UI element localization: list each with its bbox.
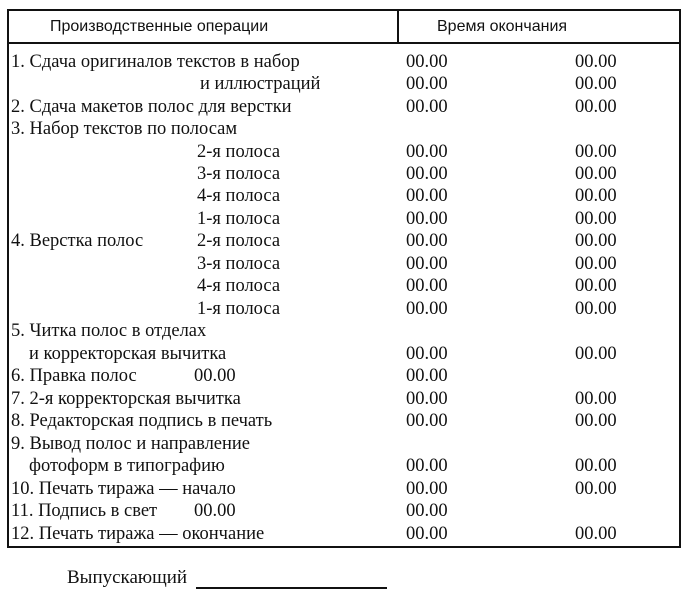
- operation-sub-label: 3-я полоса: [197, 254, 281, 274]
- table-header: [9, 11, 679, 44]
- operation-label: 5. Читка полос в отделах: [11, 321, 207, 341]
- operation-sub-label: 1-я полоса: [197, 299, 281, 319]
- table-row: [9, 455, 679, 477]
- operation-label: 4. Верстка полос: [11, 231, 144, 251]
- time-value: 00.00: [575, 276, 617, 296]
- operation-continuation: и корректорская вычитка: [29, 344, 227, 364]
- table-row: [9, 523, 679, 545]
- time-value: 00.00: [575, 209, 617, 229]
- operation-label: 10. Печать тиража — начало: [11, 479, 236, 499]
- time-value: 00.00: [406, 97, 448, 117]
- time-value: 00.00: [406, 231, 448, 251]
- operation-sub-label: 2-я полоса: [197, 142, 281, 162]
- operation-label: 9. Вывод полос и направление: [11, 434, 251, 454]
- operation-label: 6. Правка полос: [11, 366, 137, 386]
- time-value: 00.00: [406, 501, 448, 521]
- table-row: [9, 478, 679, 500]
- table-row: [9, 141, 679, 163]
- time-value: 00.00: [406, 389, 448, 409]
- time-value: 00.00: [406, 254, 448, 274]
- time-value: 00.00: [406, 276, 448, 296]
- table-row: [9, 500, 679, 522]
- operation-sub-label: 3-я полоса: [197, 164, 281, 184]
- time-value: 00.00: [575, 142, 617, 162]
- time-value: 00.00: [406, 52, 448, 72]
- table-row: [9, 96, 679, 118]
- operation-sub-label: 2-я полоса: [197, 231, 281, 251]
- inline-time-value: 00.00: [194, 366, 236, 386]
- table-row: [9, 275, 679, 297]
- operation-sub-label: 1-я полоса: [197, 209, 281, 229]
- operation-sub-label: и иллюстраций: [200, 74, 321, 94]
- time-value: 00.00: [575, 164, 617, 184]
- time-value: 00.00: [575, 254, 617, 274]
- time-value: 00.00: [406, 411, 448, 431]
- time-value: 00.00: [406, 299, 448, 319]
- operation-label: 2. Сдача макетов полос для верстки: [11, 97, 292, 117]
- inline-time-value: 00.00: [194, 501, 236, 521]
- table-row: [9, 185, 679, 207]
- time-value: 00.00: [575, 344, 617, 364]
- schedule-table: [7, 9, 681, 548]
- operation-label: 7. 2-я корректорская вычитка: [11, 389, 241, 409]
- time-value: 00.00: [575, 74, 617, 94]
- time-value: 00.00: [406, 524, 448, 544]
- time-value: 00.00: [575, 389, 617, 409]
- operation-label: 8. Редакторская подпись в печать: [11, 411, 273, 431]
- operation-sub-label: 4-я полоса: [197, 186, 281, 206]
- table-row: [9, 230, 679, 252]
- time-value: 00.00: [406, 479, 448, 499]
- time-value: 00.00: [575, 97, 617, 117]
- table-row: [9, 163, 679, 185]
- time-value: 00.00: [575, 411, 617, 431]
- table-row: [9, 320, 679, 342]
- time-value: 00.00: [575, 299, 617, 319]
- footer-signature: [67, 567, 387, 589]
- time-value: 00.00: [406, 164, 448, 184]
- table-row: [9, 343, 679, 365]
- table-row: [9, 253, 679, 275]
- footer-label: Выпускающий: [67, 567, 188, 588]
- operation-label: 11. Подпись в свет: [11, 501, 158, 521]
- header-operations: Производственные операции: [50, 18, 269, 35]
- time-value: 00.00: [406, 142, 448, 162]
- table-row: [9, 433, 679, 455]
- time-value: 00.00: [575, 524, 617, 544]
- time-value: 00.00: [406, 456, 448, 476]
- time-value: 00.00: [406, 366, 448, 386]
- operation-label: 12. Печать тиража — окончание: [11, 524, 265, 544]
- time-value: 00.00: [406, 74, 448, 94]
- time-value: 00.00: [575, 456, 617, 476]
- time-value: 00.00: [575, 52, 617, 72]
- header-end-time: Время окончания: [437, 18, 568, 35]
- time-value: 00.00: [575, 479, 617, 499]
- table-row: [9, 388, 679, 410]
- table-row: [9, 410, 679, 432]
- operation-continuation: фотоформ в типографию: [29, 456, 225, 476]
- table-row: [9, 298, 679, 320]
- table-row: [9, 51, 679, 73]
- table-row: [9, 73, 679, 95]
- time-value: 00.00: [575, 186, 617, 206]
- operation-sub-label: 4-я полоса: [197, 276, 281, 296]
- operation-label: 3. Набор текстов по полосам: [11, 119, 238, 139]
- table-row: [9, 118, 679, 140]
- header-divider: [397, 11, 399, 44]
- time-value: 00.00: [406, 344, 448, 364]
- time-value: 00.00: [575, 231, 617, 251]
- time-value: 00.00: [406, 209, 448, 229]
- signature-line: [196, 570, 387, 589]
- table-row: [9, 208, 679, 230]
- table-row: [9, 365, 679, 387]
- operation-label: 1. Сдача оригиналов текстов в набор: [11, 52, 300, 72]
- time-value: 00.00: [406, 186, 448, 206]
